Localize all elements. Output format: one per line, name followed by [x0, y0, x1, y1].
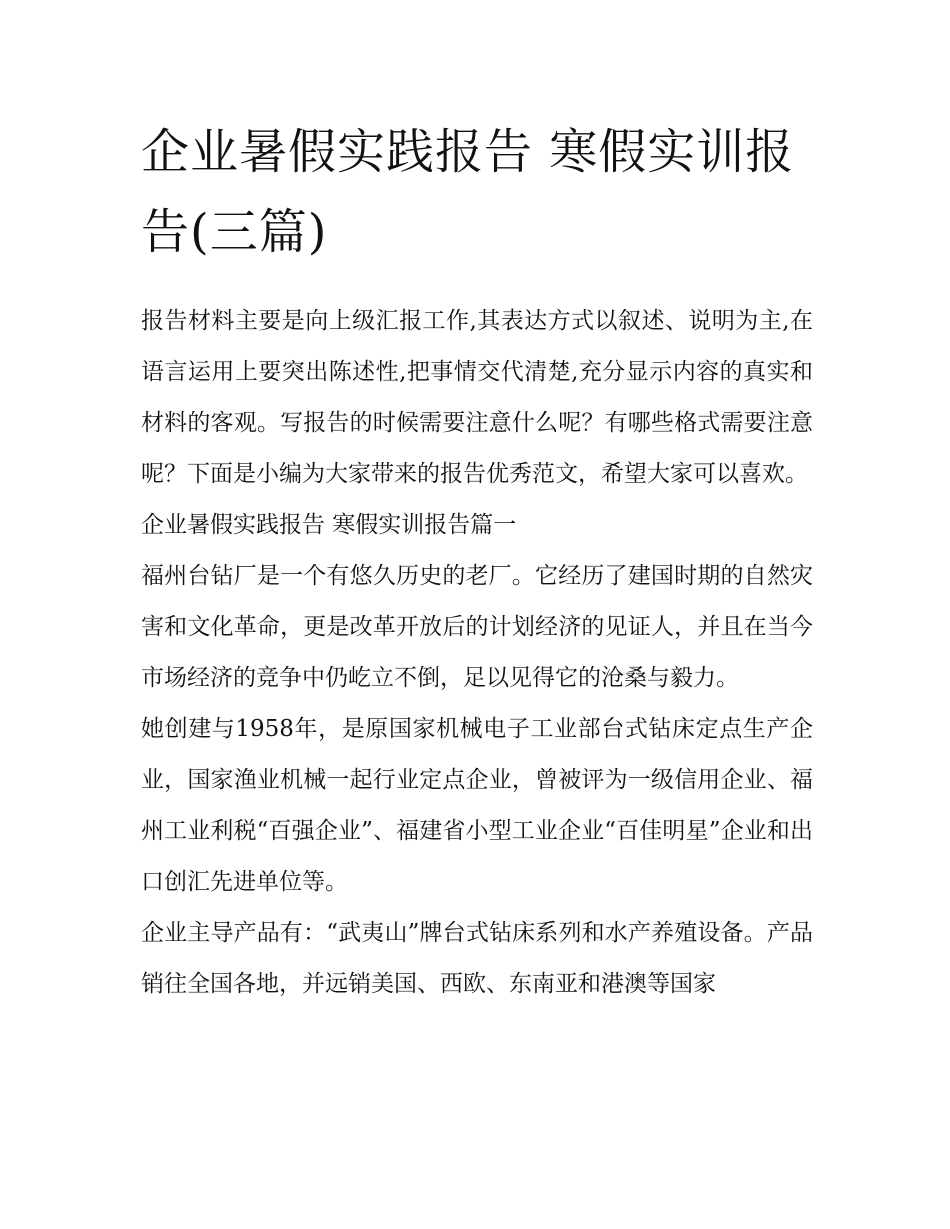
- body-paragraph: 企业主导产品有：“武夷山”牌台式钻床系列和水产养殖设备。产品销往全国各地，并远销美国、西欧、东南亚和港澳等国家: [141, 920, 813, 997]
- body-paragraph: 她创建与1958年，是原国家机械电子工业部台式钻床定点生产企业，国家渔业机械一起行业定点企业，曾被评为一级信用企业、福州工业利税“百强企业”、福建省小型工业企业“百佳明星”企业和出口创汇先进单位等。: [141, 716, 813, 895]
- intro-paragraph: 报告材料主要是向上级汇报工作,其表达方式以叙述、说明为主,在语言运用上要突出陈述性,把事情交代清楚,充分显示内容的真实和材料的客观。写报告的时候需要注意什么呢？有哪些格式需要注意呢？下面是小编为大家带来的报告优秀范文，希望大家可以喜欢。: [141, 308, 813, 487]
- document-body: [141, 112, 813, 1010]
- document-title: 企业暑假实践报告 寒假实训报告(三篇): [141, 124, 795, 260]
- section-heading: 企业暑假实践报告 寒假实训报告篇一: [141, 512, 517, 538]
- body-paragraph: 福州台钻厂是一个有悠久历史的老厂。它经历了建国时期的自然灾害和文化革命，更是改革开放后的计划经济的见证人，并且在当今市场经济的竞争中仍屹立不倒，足以见得它的沧桑与毅力。: [141, 563, 813, 691]
